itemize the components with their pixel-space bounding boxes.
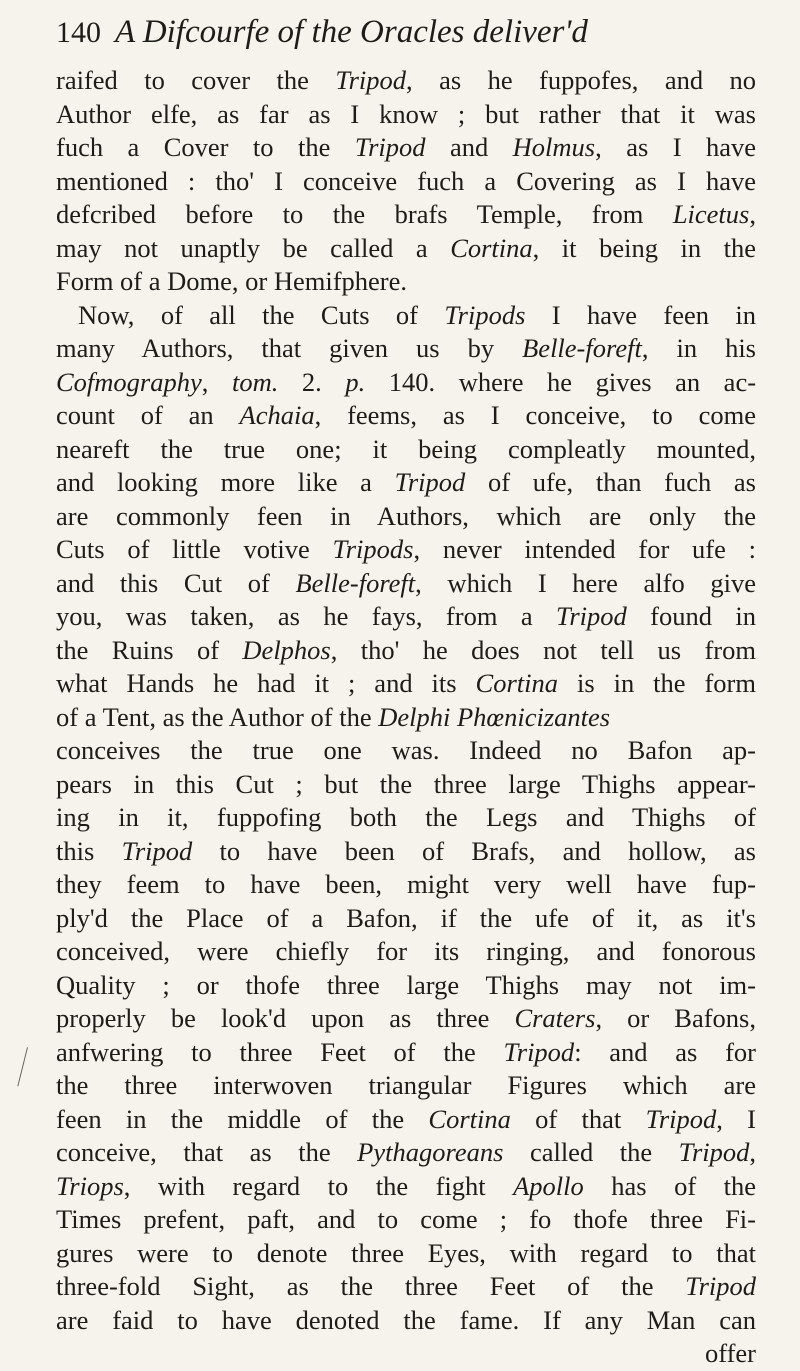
text-span: , with regard to the fight (123, 1170, 514, 1201)
text-span: feen in the middle of the (56, 1103, 429, 1134)
text-line (56, 1136, 756, 1170)
text-span: anfwering to three Feet of the (56, 1036, 504, 1067)
text-line (56, 801, 756, 835)
italic-text: Licetus (672, 199, 750, 229)
text-span: may not unaptly be called a (56, 232, 451, 263)
text-span: gures were to denote three Eyes, with regard to that (56, 1237, 756, 1268)
text-line (56, 466, 756, 500)
italic-text: Tripod (685, 1271, 756, 1301)
text-line (56, 1036, 756, 1070)
italic-text: Tripod (556, 601, 627, 631)
text-span: 2. (278, 366, 346, 397)
text-span: Quality ; or thofe three large Thighs may not im- (56, 969, 756, 1000)
text-line (56, 1103, 756, 1137)
text-span: , or Bafons, (595, 1003, 756, 1033)
text-line (56, 768, 756, 802)
text-line (56, 567, 756, 601)
text-line (56, 265, 756, 299)
text-span: conceived, were chiefly for its ringing, and fonorous (56, 936, 756, 966)
text-span: , feems, as I conceive, to come (314, 400, 756, 430)
italic-text: Tripod (394, 467, 466, 497)
text-span: I have feen in (525, 299, 756, 330)
text-span: you, was taken, as he fays, from a (56, 601, 557, 631)
text-span: has of the (583, 1170, 756, 1201)
text-span: Now, of all the Cuts of (78, 299, 445, 330)
margin-pencil-mark (17, 1047, 37, 1088)
text-span: conceive, that as the (56, 1137, 358, 1167)
text-span: Times prefent, paft, and to come ; fo thofe three Fi- (56, 1204, 756, 1234)
text-line (56, 399, 756, 433)
running-head: A Difcourfe of the Oracles deliver'd (115, 14, 588, 50)
italic-text: Belle-foreft (295, 567, 416, 598)
text-span: ing in it, fuppofing both the Legs and Thighs of (56, 802, 756, 832)
text-span: of a Tent, as the Author of the (56, 701, 379, 732)
text-line (56, 232, 756, 266)
italic-text: Holmus (512, 132, 596, 162)
italic-text: Tripod (335, 65, 407, 95)
text-span: , (749, 199, 756, 229)
text-span: , as he fuppofes, and no (406, 65, 756, 95)
text-span: properly be look'd upon as three (56, 1003, 515, 1033)
text-line (56, 1170, 756, 1204)
text-span: , (201, 366, 232, 397)
text-span: : and as for (574, 1036, 756, 1067)
text-line (56, 701, 756, 735)
text-line (56, 600, 756, 634)
text-span: Cuts of little votive (56, 534, 333, 564)
italic-text: Tripod (678, 1137, 750, 1167)
text-line (56, 165, 756, 199)
catchword: offer (704, 1338, 756, 1368)
text-span: , (749, 1137, 756, 1167)
italic-text: Cortina (475, 668, 558, 698)
italic-text: Tripod (121, 835, 193, 866)
text-line (56, 634, 756, 668)
text-span: many Authors, that given us by (56, 333, 523, 363)
text-line (56, 1237, 756, 1271)
text-span: conceives the true one was. Indeed no Bafon ap- (56, 735, 756, 765)
italic-text: Apollo (513, 1170, 584, 1201)
page-header (56, 14, 756, 62)
italic-text: Pythagoreans (357, 1137, 504, 1167)
text-span: , as I have (595, 132, 756, 162)
body-text (56, 64, 756, 1371)
italic-text: p. (345, 366, 366, 397)
text-line (56, 835, 756, 869)
text-span: Author elfe, as far as I know ; but rather that it was (56, 98, 756, 129)
text-span: to have been of Brafs, and hollow, as (192, 835, 756, 866)
text-line (56, 868, 756, 902)
text-span: neareft the true one; it being compleatly mounted, (56, 433, 756, 464)
text-span: , it being in the (532, 232, 756, 263)
italic-text: Tripods (444, 299, 526, 330)
italic-text: tom. (231, 366, 279, 397)
text-span: and (425, 132, 513, 162)
text-span: is in the form (558, 668, 756, 698)
text-line (56, 98, 756, 132)
text-span: 140. where he gives an ac- (365, 366, 756, 397)
text-line (56, 198, 756, 232)
italic-text: Delphos (242, 634, 331, 665)
text-span: defcribed before to the brafs Temple, from (56, 199, 673, 229)
text-span: , in his (641, 333, 756, 363)
text-line (56, 533, 756, 567)
text-span: the three interwoven triangular Figures which are (56, 1070, 756, 1100)
text-span: , never intended for ufe : (413, 534, 756, 564)
italic-text: Craters (514, 1003, 596, 1033)
text-span: they feem to have been, might very well have fup- (56, 869, 756, 899)
italic-text: Achaia (239, 400, 315, 430)
text-span: mentioned : tho' I conceive fuch a Covering as I have (56, 165, 756, 196)
text-span: what Hands he had it ; and its (56, 668, 476, 698)
text-span: pears in this Cut ; but the three large Thighs appear- (56, 768, 756, 799)
italic-text: Delphi Phœnicizantes (378, 701, 611, 732)
text-span: three-fold Sight, as the three Feet of the (56, 1271, 686, 1301)
text-span: are faid to have denoted the fame. If any Man can (56, 1304, 756, 1335)
text-span: , which I here alfo give (415, 567, 756, 598)
text-line (56, 1304, 756, 1338)
text-line (56, 366, 756, 400)
text-span: Form of a Dome, or Hemifphere. (56, 266, 408, 296)
italic-text: Tripod (503, 1036, 575, 1067)
text-span: count of an (56, 400, 240, 430)
text-span: the Ruins of (56, 634, 243, 665)
text-span: ply'd the Place of a Bafon, if the ufe of it, as it's (56, 902, 756, 933)
page-number: 140 (56, 16, 101, 49)
text-line (56, 131, 756, 165)
text-span: found in (626, 601, 756, 631)
text-line (56, 1270, 756, 1304)
text-line (56, 734, 756, 768)
text-span: are commonly feen in Authors, which are only the (56, 500, 756, 531)
italic-text: Tripods (332, 534, 414, 564)
text-span: fuch a Cover to the (56, 132, 355, 162)
text-span: , tho' he does not tell us from (330, 634, 756, 665)
text-span: of ufe, than fuch as (465, 467, 756, 497)
italic-text: Belle-foreft (522, 333, 642, 363)
text-line (56, 1069, 756, 1103)
text-line (56, 500, 756, 534)
text-span: , I (716, 1103, 756, 1134)
text-line (56, 64, 756, 98)
text-line (56, 433, 756, 467)
text-span: raifed to cover the (56, 65, 336, 95)
italic-text: Cortina (450, 232, 533, 263)
text-line (56, 1203, 756, 1237)
text-line (56, 667, 756, 701)
text-line (56, 902, 756, 936)
text-line (56, 332, 756, 366)
italic-text: Cofmography (56, 366, 202, 397)
text-span: and this Cut of (56, 567, 296, 598)
italic-text: Tripod (354, 132, 426, 162)
text-line (56, 935, 756, 969)
italic-text: Cortina (428, 1103, 511, 1134)
text-line (56, 299, 756, 333)
italic-text: Tripod (645, 1103, 717, 1134)
text-span: and looking more like a (56, 467, 395, 497)
italic-text: Triops (56, 1170, 124, 1201)
text-span: this (56, 835, 122, 866)
text-line (56, 969, 756, 1003)
text-line (56, 1002, 756, 1036)
text-span: called the (503, 1137, 679, 1167)
text-span: of that (510, 1103, 646, 1134)
